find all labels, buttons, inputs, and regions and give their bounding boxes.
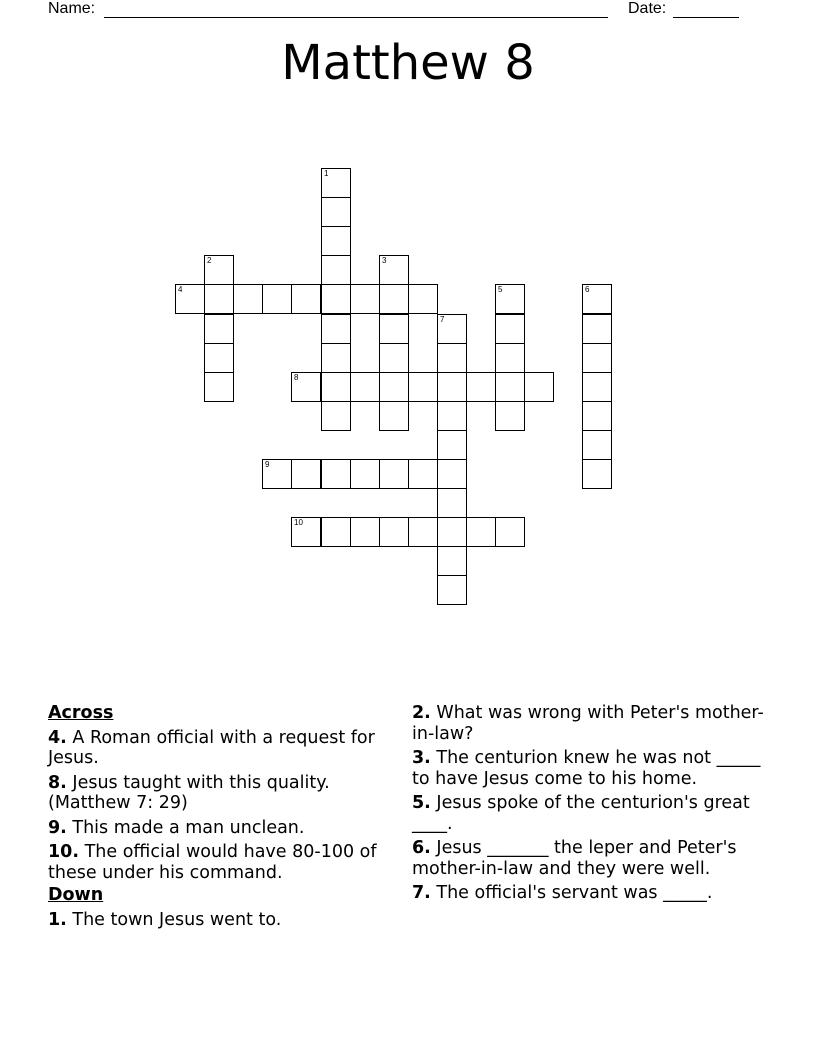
crossword-cell[interactable]	[437, 517, 467, 547]
crossword-cell[interactable]	[437, 459, 467, 489]
crossword-cell[interactable]	[204, 255, 234, 285]
clue-number-label: 3	[382, 256, 387, 265]
clue-number-label: 2	[207, 256, 212, 265]
clue-down-1	[48, 910, 388, 931]
clue-text: The official's servant was _____.	[436, 883, 713, 903]
crossword-cell[interactable]	[321, 314, 351, 344]
date-label: Date:	[628, 0, 667, 17]
crossword-cell[interactable]	[437, 314, 467, 344]
clue-number: 2.	[412, 703, 431, 723]
crossword-cell[interactable]	[495, 343, 525, 373]
crossword-cell[interactable]	[495, 372, 525, 402]
crossword-cell[interactable]	[466, 372, 496, 402]
crossword-cell[interactable]	[437, 488, 467, 518]
crossword-cell[interactable]	[262, 459, 292, 489]
clue-down-2	[412, 703, 772, 744]
crossword-cell[interactable]	[495, 401, 525, 431]
clue-across-8	[48, 773, 388, 814]
clue-number: 1.	[48, 909, 67, 930]
crossword-cell[interactable]	[321, 226, 351, 256]
crossword-cell[interactable]	[291, 372, 321, 402]
clue-number: 7.	[412, 883, 431, 903]
crossword-cell[interactable]	[321, 459, 351, 489]
crossword-cell[interactable]	[582, 459, 612, 489]
crossword-cell[interactable]	[321, 343, 351, 373]
clue-number-label: 9	[265, 460, 270, 469]
crossword-cell[interactable]	[408, 459, 438, 489]
crossword-cell[interactable]	[379, 401, 409, 431]
crossword-cell[interactable]	[321, 197, 351, 227]
crossword-cell[interactable]	[291, 284, 321, 314]
crossword-cell[interactable]	[582, 343, 612, 373]
clue-down-5	[412, 793, 772, 834]
clue-down-7	[412, 883, 772, 904]
crossword-cell[interactable]	[350, 517, 380, 547]
crossword-cell[interactable]	[350, 459, 380, 489]
crossword-cell[interactable]	[495, 284, 525, 314]
clue-number-label: 8	[294, 373, 299, 382]
down-heading: Down	[48, 885, 104, 905]
crossword-cell[interactable]	[204, 372, 234, 402]
crossword-cell[interactable]	[437, 343, 467, 373]
crossword-cell[interactable]	[437, 372, 467, 402]
clue-number-label: 5	[498, 285, 503, 294]
crossword-cell[interactable]	[204, 343, 234, 373]
crossword-cell[interactable]	[437, 546, 467, 576]
crossword-cell[interactable]	[408, 284, 438, 314]
crossword-cell[interactable]	[582, 401, 612, 431]
crossword-cell[interactable]	[582, 314, 612, 344]
crossword-cell[interactable]	[321, 372, 351, 402]
clue-text: What was wrong with Peter's mother-in-law?	[412, 703, 764, 744]
crossword-cell[interactable]	[175, 284, 205, 314]
clues-column-right	[412, 703, 772, 908]
clue-number: 10.	[48, 842, 80, 862]
crossword-cell[interactable]	[582, 284, 612, 314]
clue-text: This made a man unclean.	[72, 817, 305, 838]
crossword-cell[interactable]	[495, 314, 525, 344]
crossword-cell[interactable]	[321, 255, 351, 285]
crossword-cell[interactable]	[524, 372, 554, 402]
crossword-cell[interactable]	[379, 255, 409, 285]
crossword-cell[interactable]	[437, 401, 467, 431]
crossword-cell[interactable]	[379, 459, 409, 489]
crossword-cell[interactable]	[350, 372, 380, 402]
clue-number: 5.	[412, 793, 431, 813]
clue-number-label: 7	[440, 315, 445, 324]
clue-number: 6.	[412, 838, 431, 858]
clue-number-label: 1	[324, 169, 329, 178]
clue-number: 4.	[48, 727, 67, 748]
clue-across-10	[48, 842, 388, 883]
clues-column-left	[48, 703, 388, 934]
clue-text: The town Jesus went to.	[72, 909, 282, 930]
clue-number: 8.	[48, 772, 67, 793]
clue-text: Jesus taught with this quality. (Matthew 7: 29)	[48, 772, 330, 813]
clue-text: Jesus spoke of the centurion's great ____.	[412, 793, 750, 834]
clue-number-label: 6	[585, 285, 590, 294]
clue-text: Jesus _______ the leper and Peter's mother-in-law and they were well.	[412, 838, 737, 879]
clue-number-label: 4	[178, 285, 183, 294]
crossword-cell[interactable]	[204, 314, 234, 344]
clue-down-3	[412, 748, 772, 789]
crossword-cell[interactable]	[321, 517, 351, 547]
clue-number: 3.	[412, 748, 431, 768]
crossword-cell[interactable]	[204, 284, 234, 314]
crossword-cell[interactable]	[408, 517, 438, 547]
clue-text: The centurion knew he was not _____ to have Jesus come to his home.	[412, 748, 761, 789]
crossword-cell[interactable]	[408, 372, 438, 402]
crossword-cell[interactable]	[379, 284, 409, 314]
crossword-cell[interactable]	[495, 517, 525, 547]
crossword-cell[interactable]	[379, 372, 409, 402]
crossword-cell[interactable]	[379, 517, 409, 547]
crossword-cell[interactable]	[321, 284, 351, 314]
crossword-cell[interactable]	[321, 401, 351, 431]
crossword-cell[interactable]	[582, 430, 612, 460]
crossword-cell[interactable]	[291, 517, 321, 547]
clue-number: 9.	[48, 817, 67, 838]
clue-number-label: 10	[294, 518, 303, 527]
clue-across-9	[48, 818, 388, 839]
crossword-cell[interactable]	[262, 284, 292, 314]
crossword-cell[interactable]	[437, 575, 467, 605]
crossword-cell[interactable]	[466, 517, 496, 547]
crossword-cell[interactable]	[437, 430, 467, 460]
crossword-cell[interactable]	[582, 372, 612, 402]
page-title: Matthew 8	[281, 35, 535, 91]
clue-text: A Roman official with a request for Jesus.	[48, 727, 375, 768]
crossword-cell[interactable]	[291, 459, 321, 489]
clue-across-4	[48, 728, 388, 769]
clue-down-6	[412, 838, 772, 879]
crossword-cell[interactable]	[379, 314, 409, 344]
name-label: Name:	[48, 0, 96, 17]
crossword-cell[interactable]	[233, 284, 263, 314]
across-heading: Across	[48, 703, 114, 723]
crossword-cell[interactable]	[321, 168, 351, 198]
clue-text: The official would have 80-100 of these under his command.	[48, 842, 377, 883]
crossword-cell[interactable]	[379, 343, 409, 373]
crossword-cell[interactable]	[350, 284, 380, 314]
